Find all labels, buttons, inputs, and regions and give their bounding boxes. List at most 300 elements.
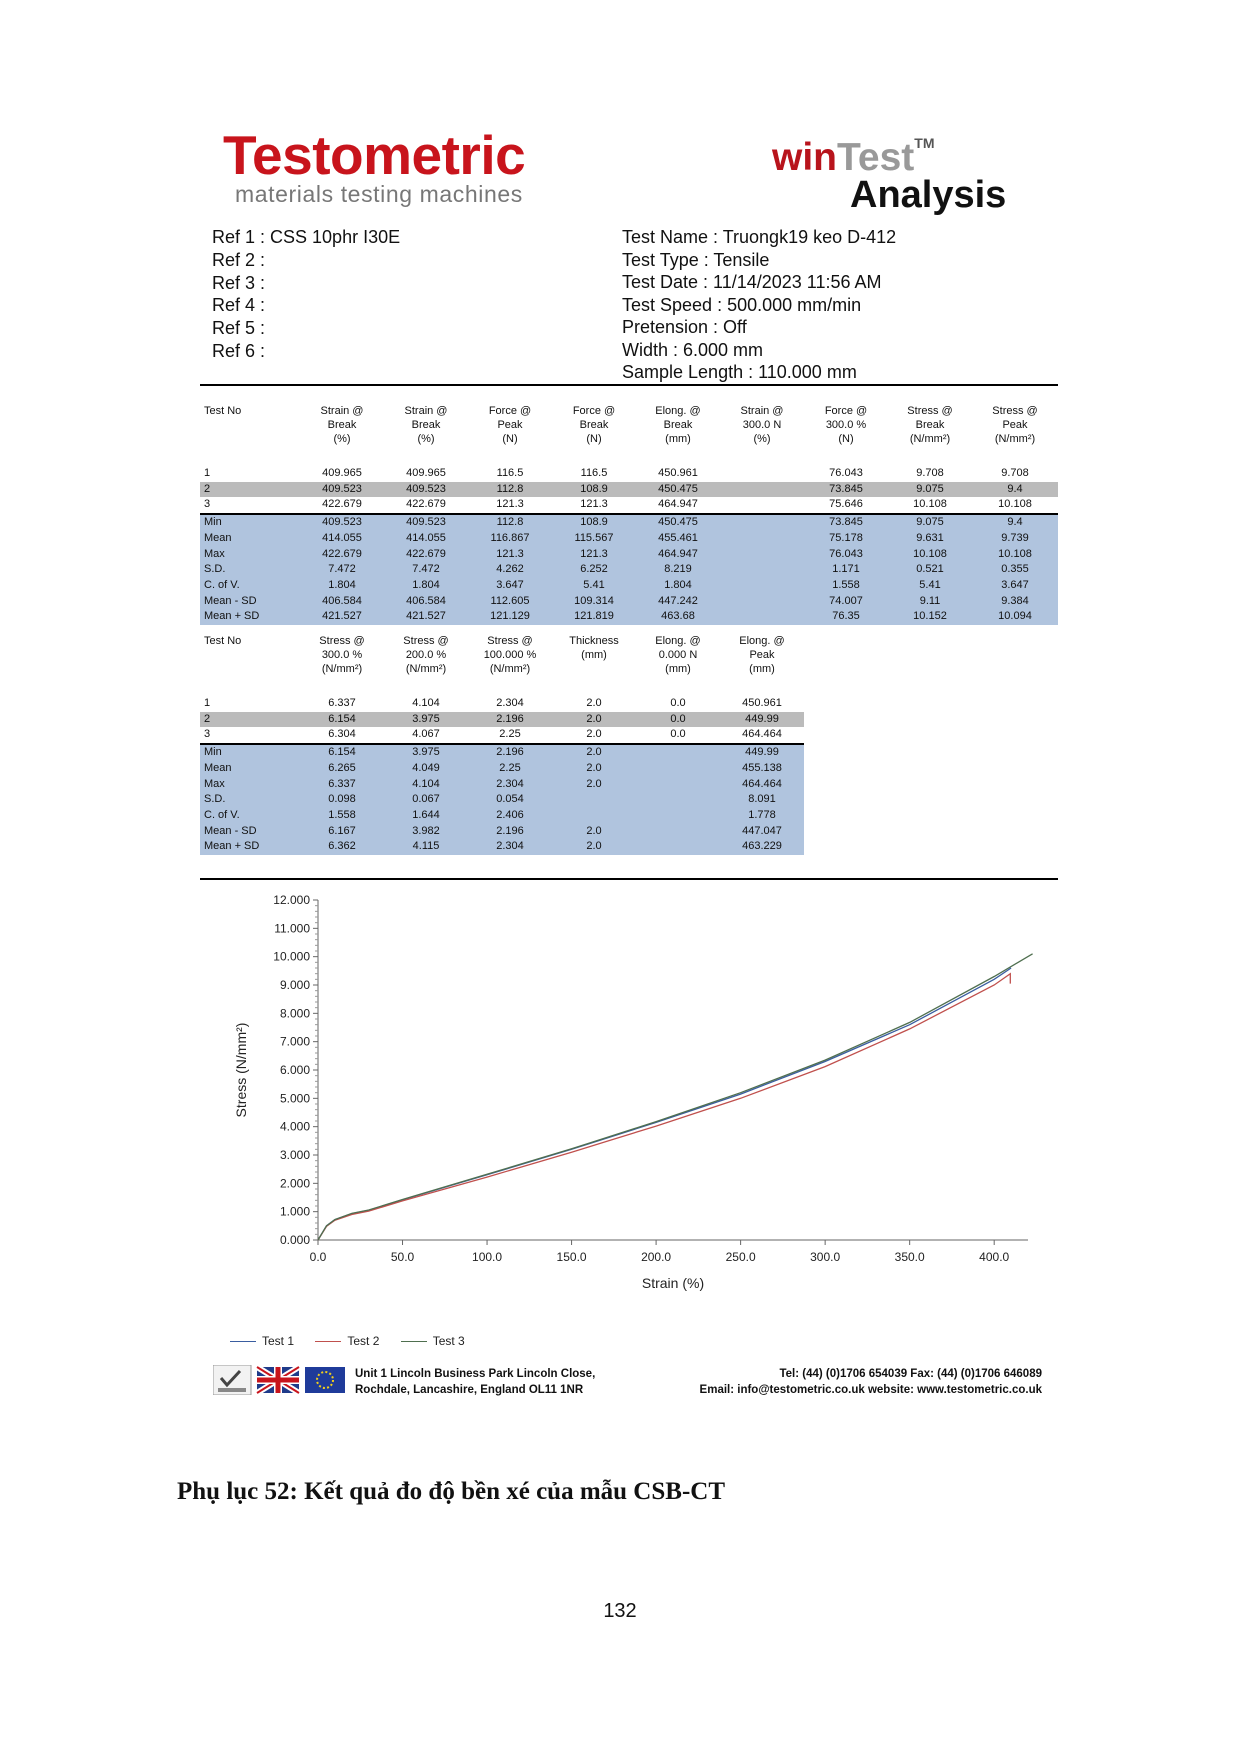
table-row	[200, 761, 804, 777]
divider	[200, 384, 1058, 386]
contact-line: Email: info@testometric.co.uk website: www.testometric.co.uk	[699, 1384, 1042, 1396]
table-cell: 10.094	[972, 609, 1058, 625]
table-cell: 116.867	[468, 531, 552, 547]
column-header-line: (N)	[502, 433, 518, 445]
y-tick-label: 2.000	[279, 1176, 310, 1191]
table-cell: 108.9	[552, 482, 636, 498]
y-tick-label: 11.000	[274, 921, 310, 936]
table-cell: 2.0	[552, 712, 636, 728]
table-cell: 0.0	[670, 728, 686, 741]
column-header-line: (N)	[838, 433, 854, 445]
column-header-line: (N/mm²)	[994, 433, 1036, 445]
column-header	[200, 634, 300, 696]
column-header-line: Peak	[749, 649, 775, 661]
table-cell	[720, 514, 804, 531]
reference-list	[212, 226, 400, 363]
table-row	[200, 482, 1058, 498]
table-cell	[636, 824, 720, 840]
table-cell: 2.25	[468, 761, 552, 777]
column-header-line: Peak	[1002, 419, 1028, 431]
table-cell: 76.35	[804, 609, 888, 625]
x-tick-label: 150.0	[556, 1250, 587, 1264]
column-header-line: (N)	[586, 433, 602, 445]
column-header-line: (%)	[333, 433, 351, 445]
table-row	[200, 777, 804, 793]
table-cell: 409.965	[406, 467, 446, 479]
table-cell: 108.9	[552, 514, 636, 531]
column-header-line: (mm)	[665, 433, 691, 445]
table-cell: 2.406	[468, 808, 552, 824]
table-cell: 74.007	[804, 594, 888, 610]
table-row	[200, 594, 1058, 610]
x-axis-label: Strain (%)	[641, 1275, 705, 1291]
column-header-line: (mm)	[749, 663, 775, 675]
table-row	[200, 839, 804, 855]
table-cell: 1.804	[384, 578, 468, 594]
column-header-line: Force @	[824, 405, 868, 417]
y-tick-label: 5.000	[279, 1091, 310, 1106]
column-header-line: 300.0 %	[321, 649, 363, 661]
divider	[200, 878, 1058, 880]
table-cell: 10.108	[913, 498, 947, 511]
column-header-line: Stress @	[319, 635, 365, 647]
x-tick-label: 250.0	[725, 1250, 756, 1264]
column-header	[888, 404, 972, 466]
table-cell: 6.304	[328, 728, 356, 741]
table-cell: 116.5	[496, 467, 524, 479]
iso-badge-icon	[213, 1365, 251, 1395]
y-tick-label: 10.000	[273, 949, 310, 964]
table-cell: 9.4	[972, 482, 1058, 498]
column-header-line: Break	[915, 419, 945, 431]
table-cell: 121.129	[468, 609, 552, 625]
table-cell: 464.947	[636, 547, 720, 563]
table-cell: 76.043	[804, 547, 888, 563]
chart-legend	[230, 1334, 483, 1348]
table-cell	[636, 777, 720, 793]
table-cell: 9.708	[916, 467, 944, 479]
column-header-line: Break	[663, 419, 693, 431]
table-cell: 464.947	[658, 498, 698, 511]
table-cell: 2.304	[496, 697, 524, 709]
table-cell: 409.523	[384, 514, 468, 531]
wintest-analysis: Analysis	[850, 174, 1007, 216]
test-speed: Test Speed : 500.000 mm/min	[622, 294, 862, 315]
table-row	[200, 609, 1058, 625]
y-tick-label: 6.000	[279, 1063, 310, 1077]
table-cell: 406.584	[300, 594, 384, 610]
table-cell: 75.178	[804, 531, 888, 547]
y-tick-label: 7.000	[279, 1034, 310, 1049]
column-header	[720, 404, 804, 466]
table-cell: 9.11	[888, 594, 972, 610]
row-label: 1	[204, 467, 211, 479]
table-row	[200, 562, 1058, 578]
table-cell: 10.108	[888, 547, 972, 563]
table-cell	[720, 594, 804, 610]
row-label: Mean - SD	[200, 594, 300, 610]
table-cell	[720, 562, 804, 578]
table-cell: 3.647	[972, 578, 1058, 594]
column-header	[636, 404, 720, 466]
column-header-line: Break	[411, 419, 441, 431]
pretension: Pretension : Off	[622, 317, 747, 337]
table-cell: 3.975	[384, 744, 468, 761]
column-header	[200, 404, 300, 466]
column-header-line: 200.0 %	[405, 649, 447, 661]
column-header-line: Break	[327, 419, 357, 431]
table-cell: 73.845	[804, 482, 888, 498]
table-cell: 6.265	[300, 761, 384, 777]
column-header	[468, 404, 552, 466]
row-label: Mean + SD	[200, 609, 300, 625]
uk-flag-icon	[257, 1367, 299, 1393]
table-cell: 409.523	[300, 514, 384, 531]
table-cell: 464.464	[720, 777, 804, 793]
table-cell: 4.049	[384, 761, 468, 777]
table-cell: 2.0	[586, 728, 602, 741]
legend-swatch	[230, 1341, 256, 1342]
table-row	[200, 824, 804, 840]
table-cell: 6.337	[300, 777, 384, 793]
series-line-3	[318, 954, 1033, 1240]
column-header-line: (mm)	[581, 649, 607, 661]
table-cell: 450.475	[636, 514, 720, 531]
table-cell	[720, 547, 804, 563]
table-cell: 2.304	[468, 839, 552, 855]
table-cell: 422.679	[300, 547, 384, 563]
table-cell: 463.229	[720, 839, 804, 855]
y-tick-label: 0.000	[279, 1233, 310, 1247]
table-cell: 406.584	[384, 594, 468, 610]
row-label: Max	[200, 547, 300, 563]
row-label: C. of V.	[200, 808, 300, 824]
table-cell	[636, 761, 720, 777]
table-cell: 447.047	[720, 824, 804, 840]
eu-flag-icon	[305, 1367, 345, 1393]
table-cell: 422.679	[322, 498, 362, 511]
table-cell: 112.605	[468, 594, 552, 610]
table-cell: 0.521	[888, 562, 972, 578]
table-cell: 3.647	[468, 578, 552, 594]
row-label: S.D.	[200, 792, 300, 808]
table-cell: 0.098	[300, 792, 384, 808]
table-row	[200, 792, 804, 808]
table-cell: 414.055	[300, 531, 384, 547]
table-cell: 422.679	[406, 498, 446, 511]
table-header-row	[200, 634, 804, 696]
table-cell: 0.054	[468, 792, 552, 808]
table-cell: 10.152	[888, 609, 972, 625]
table-cell: 6.154	[300, 744, 384, 761]
column-header	[720, 634, 804, 696]
table-row	[200, 531, 1058, 547]
ref-line: Ref 1 : CSS 10phr I30E	[212, 227, 401, 247]
row-label: 3	[204, 728, 211, 741]
table-row	[200, 727, 804, 744]
table-cell: 75.646	[829, 498, 863, 511]
table-cell	[720, 482, 804, 498]
table-cell: 421.527	[300, 609, 384, 625]
row-label: S.D.	[200, 562, 300, 578]
table-cell: 6.252	[552, 562, 636, 578]
table-cell: 2.0	[552, 744, 636, 761]
column-header	[384, 634, 468, 696]
table-cell: 121.3	[580, 498, 608, 511]
results-table-2	[200, 634, 804, 855]
column-header	[384, 404, 468, 466]
table-cell	[720, 578, 804, 594]
table-cell: 2.0	[552, 777, 636, 793]
company-address	[355, 1366, 595, 1398]
ref-line: Ref 3 :	[212, 272, 266, 293]
table-cell: 73.845	[804, 514, 888, 531]
legend-swatch	[315, 1341, 341, 1342]
legend-swatch	[401, 1341, 427, 1342]
table-cell: 4.262	[468, 562, 552, 578]
table-cell: 449.99	[720, 712, 804, 728]
table-cell: 121.3	[496, 498, 524, 511]
table-cell: 7.472	[384, 562, 468, 578]
legend-label: Test 2	[347, 1334, 380, 1348]
row-label: Mean + SD	[200, 839, 300, 855]
column-header-line: Peak	[497, 419, 523, 431]
table-cell: 3.975	[384, 712, 468, 728]
x-tick-label: 350.0	[894, 1250, 925, 1264]
x-tick-label: 50.0	[390, 1250, 415, 1264]
results-table-1	[200, 404, 1058, 625]
table-cell: 9.075	[888, 482, 972, 498]
ref-line: Ref 2 :	[212, 249, 266, 270]
table-cell: 4.115	[384, 839, 468, 855]
row-label: Min	[200, 514, 300, 531]
column-header	[552, 634, 636, 696]
column-header	[300, 404, 384, 466]
table-header-row	[200, 404, 1058, 466]
y-tick-label: 1.000	[279, 1204, 310, 1219]
table-cell: 1.644	[384, 808, 468, 824]
table-cell: 0.067	[384, 792, 468, 808]
row-label: Min	[200, 744, 300, 761]
column-header-line: Test No	[204, 405, 242, 417]
table-cell	[636, 839, 720, 855]
table-row	[200, 744, 804, 761]
table-cell: 9.631	[888, 531, 972, 547]
table-cell: 2.0	[552, 824, 636, 840]
table-cell	[636, 808, 720, 824]
column-header-line: (N/mm²)	[405, 663, 447, 675]
table-cell: 121.3	[468, 547, 552, 563]
table-cell: 9.708	[1001, 467, 1029, 479]
table-cell: 1.778	[720, 808, 804, 824]
column-header	[468, 634, 552, 696]
column-header-line: Stress @	[403, 635, 449, 647]
table-cell: 450.961	[658, 467, 698, 479]
row-label: Max	[200, 777, 300, 793]
column-header	[636, 634, 720, 696]
table-cell: 6.154	[300, 712, 384, 728]
column-header-line: Strain @	[320, 405, 364, 417]
y-tick-label: 8.000	[279, 1006, 310, 1021]
table-cell: 9.4	[972, 514, 1058, 531]
sample-length: Sample Length : 110.000 mm	[622, 362, 857, 382]
row-label: 1	[204, 697, 211, 709]
table-cell: 421.527	[384, 609, 468, 625]
table-row	[200, 497, 1058, 514]
column-header-line: Stress @	[907, 405, 953, 417]
table-cell: 2.0	[552, 839, 636, 855]
table-cell	[552, 792, 636, 808]
table-cell: 409.965	[322, 467, 362, 479]
table-cell: 10.108	[998, 498, 1032, 511]
contact-line: Tel: (44) (0)1706 654039 Fax: (44) (0)1706 646089	[779, 1368, 1042, 1380]
column-header	[552, 404, 636, 466]
test-type: Test Type : Tensile	[622, 249, 770, 270]
table-cell: 8.091	[720, 792, 804, 808]
column-header-line: 0.000 N	[658, 649, 698, 661]
address-line: Unit 1 Lincoln Business Park Lincoln Close,	[355, 1368, 596, 1380]
table-cell: 422.679	[384, 547, 468, 563]
table-cell: 115.567	[552, 531, 636, 547]
column-header-line: 300.0 %	[825, 419, 867, 431]
table-row	[200, 578, 1058, 594]
column-header-line: Force @	[572, 405, 616, 417]
table-cell: 6.362	[300, 839, 384, 855]
table-cell: 4.104	[412, 697, 440, 709]
column-header	[972, 404, 1058, 466]
stress-strain-chart	[230, 890, 1050, 1320]
table-cell	[636, 744, 720, 761]
table-cell: 116.5	[580, 467, 608, 479]
x-tick-label: 300.0	[810, 1250, 841, 1264]
x-tick-label: 200.0	[641, 1250, 672, 1264]
table-cell: 121.819	[552, 609, 636, 625]
row-label: 2	[200, 712, 300, 728]
table-cell: 8.219	[636, 562, 720, 578]
column-header-line: (N/mm²)	[489, 663, 531, 675]
table-cell: 450.961	[742, 697, 782, 709]
table-row	[200, 712, 804, 728]
table-cell: 3.982	[384, 824, 468, 840]
table-cell: 76.043	[829, 467, 863, 479]
table-cell: 109.314	[552, 594, 636, 610]
table-cell: 9.739	[972, 531, 1058, 547]
table-cell: 414.055	[384, 531, 468, 547]
table-cell: 2.0	[552, 761, 636, 777]
table-cell: 455.138	[720, 761, 804, 777]
column-header-line: (mm)	[665, 663, 691, 675]
column-header-line: Stress @	[487, 635, 533, 647]
table-cell: 5.41	[888, 578, 972, 594]
table-cell	[720, 609, 804, 625]
column-header-line: Stress @	[992, 405, 1038, 417]
row-label: C. of V.	[200, 578, 300, 594]
table-cell: 4.067	[412, 728, 440, 741]
table-cell: 463.68	[636, 609, 720, 625]
x-tick-label: 0.0	[309, 1250, 327, 1264]
table-cell: 450.475	[636, 482, 720, 498]
table-cell: 2.0	[586, 697, 602, 709]
row-label: Mean - SD	[200, 824, 300, 840]
table-cell: 447.242	[636, 594, 720, 610]
table-cell: 2.25	[499, 728, 521, 741]
row-label: 3	[204, 498, 211, 511]
table-cell: 10.108	[972, 547, 1058, 563]
column-header-line: Elong. @	[655, 405, 701, 417]
table-cell: 0.0	[636, 712, 720, 728]
table-row	[200, 808, 804, 824]
table-cell	[636, 792, 720, 808]
column-header-line: Test No	[204, 635, 242, 647]
column-header-line: Break	[579, 419, 609, 431]
column-header-line: Strain @	[740, 405, 784, 417]
column-header-line: Elong. @	[739, 635, 785, 647]
y-tick-label: 9.000	[279, 978, 310, 992]
column-header-line: Elong. @	[655, 635, 701, 647]
table-row	[200, 466, 1058, 482]
table-cell: 9.384	[972, 594, 1058, 610]
test-info	[622, 226, 896, 384]
legend-label: Test 1	[262, 1334, 295, 1348]
table-cell: 1.804	[300, 578, 384, 594]
testometric-logo: Testometric	[223, 124, 526, 186]
wintest-tm: TM	[914, 135, 935, 151]
ref-line: Ref 6 :	[212, 340, 266, 361]
column-header	[804, 404, 888, 466]
row-label: Mean	[200, 761, 300, 777]
address-line: Rochdale, Lancashire, England OL11 1NR	[355, 1384, 584, 1396]
column-header-line: Thickness	[569, 635, 619, 647]
appendix-caption: Phụ lục 52: Kết quả đo độ bền xé của mẫu CSB-CT	[177, 1478, 725, 1505]
table-cell: 1.804	[636, 578, 720, 594]
column-header-line: (%)	[753, 433, 771, 445]
test-name: Test Name : Truongk19 keo D-412	[622, 227, 897, 247]
table-cell: 112.8	[468, 514, 552, 531]
x-tick-label: 100.0	[472, 1250, 503, 1264]
column-header-line: Strain @	[404, 405, 448, 417]
column-header-line: (%)	[417, 433, 435, 445]
legend-label: Test 3	[432, 1334, 465, 1348]
table-cell: 0.0	[670, 697, 686, 709]
table-cell: 2.196	[468, 712, 552, 728]
wintest-logo	[772, 135, 935, 179]
table-cell: 6.167	[300, 824, 384, 840]
table-cell	[552, 808, 636, 824]
page-number: 132	[603, 1600, 637, 1622]
table-cell: 2.196	[468, 744, 552, 761]
ref-line: Ref 4 :	[212, 295, 266, 316]
table-cell: 464.464	[742, 728, 782, 741]
table-cell: 6.337	[328, 697, 356, 709]
table-row	[200, 547, 1058, 563]
column-header-line: 300.0 N	[742, 419, 782, 431]
testometric-tagline: materials testing machines	[235, 181, 523, 207]
table-row	[200, 696, 804, 712]
wintest-win: win	[772, 136, 837, 179]
table-cell: 2.196	[468, 824, 552, 840]
row-label: Mean	[200, 531, 300, 547]
table-cell	[720, 497, 804, 514]
wintest-test: Test	[837, 136, 915, 179]
table-cell: 0.355	[972, 562, 1058, 578]
legend-item	[230, 1334, 294, 1348]
table-cell: 2.304	[468, 777, 552, 793]
table-cell: 1.558	[300, 808, 384, 824]
legend-item	[315, 1334, 379, 1348]
table-cell: 1.171	[804, 562, 888, 578]
certification-logos	[213, 1365, 345, 1395]
x-tick-label: 400.0	[979, 1250, 1010, 1264]
